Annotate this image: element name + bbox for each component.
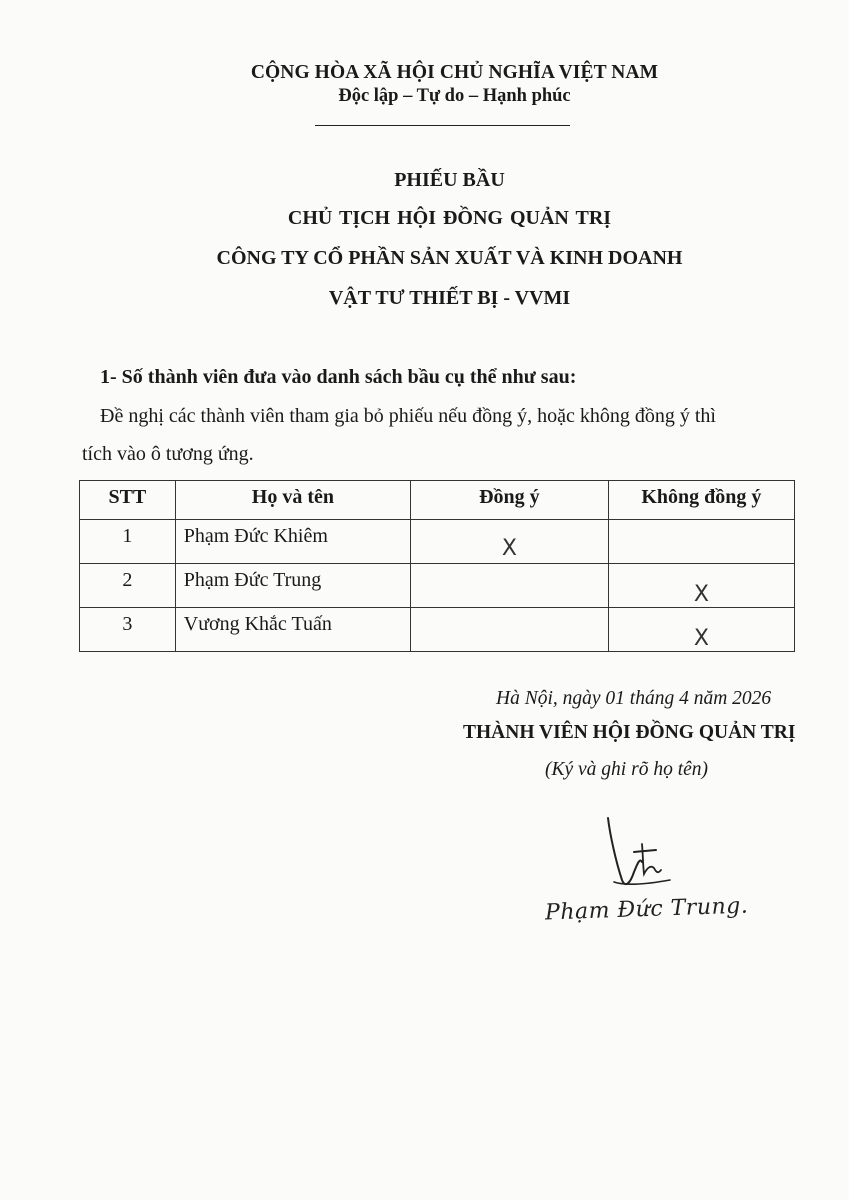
row-stt: 3: [80, 608, 176, 652]
disagree-checkbox[interactable]: [608, 520, 794, 564]
candidate-table: [79, 480, 795, 652]
ballot-subtitle-position: CHỦ TỊCH HỘI ĐỒNG QUẢN TRỊ: [287, 207, 612, 229]
signature-name: Phạm Đức Trung.: [544, 893, 749, 926]
sign-instruction: (Ký và ghi rõ họ tên): [545, 759, 709, 780]
disagree-checkbox[interactable]: [608, 564, 794, 608]
disagree-checkbox[interactable]: [608, 608, 794, 652]
instruction-line-1: Đề nghị các thành viên tham gia bỏ phiếu nếu đồng ý, hoặc không đồng ý thì: [100, 405, 716, 427]
row-stt: 1: [80, 520, 176, 564]
signature-icon: [530, 800, 690, 900]
table-row: [80, 608, 795, 652]
agree-checkbox[interactable]: [411, 608, 609, 652]
row-name: Vương Khắc Tuấn: [175, 608, 410, 652]
national-motto: Độc lập – Tự do – Hạnh phúc: [338, 86, 571, 106]
header-disagree: Không đồng ý: [608, 481, 794, 520]
instruction-line-2: tích vào ô tương ứng.: [82, 443, 254, 465]
header-stt: STT: [80, 481, 176, 520]
check-mark-icon: X: [693, 582, 709, 607]
section-heading: 1- Số thành viên đưa vào danh sách bầu cụ thể như sau:: [100, 366, 577, 388]
table-row: [80, 564, 795, 608]
table-header-row: [80, 481, 795, 520]
agree-checkbox[interactable]: [411, 520, 609, 564]
row-name: Phạm Đức Trung: [175, 564, 410, 608]
header-agree: Đồng ý: [411, 481, 609, 520]
table-row: [80, 520, 795, 564]
agree-checkbox[interactable]: [411, 564, 609, 608]
header-name: Họ và tên: [175, 481, 410, 520]
row-name: Phạm Đức Khiêm: [175, 520, 410, 564]
ballot-subtitle-company-cont: VẬT TƯ THIẾT BỊ - VVMI: [328, 287, 571, 309]
header-divider: [315, 125, 570, 126]
check-mark-icon: X: [693, 626, 709, 651]
ballot-title: PHIẾU BẦU: [394, 169, 505, 191]
ballot-subtitle-company: CÔNG TY CỔ PHẦN SẢN XUẤT VÀ KINH DOANH: [216, 247, 683, 269]
row-stt: 2: [80, 564, 176, 608]
check-mark-icon: X: [501, 536, 517, 561]
date-line: Hà Nội, ngày 01 tháng 4 năm 2026: [496, 688, 772, 709]
national-title: CỘNG HÒA XÃ HỘI CHỦ NGHĨA VIỆT NAM: [250, 62, 659, 83]
signer-role: THÀNH VIÊN HỘI ĐỒNG QUẢN TRỊ: [463, 722, 796, 743]
